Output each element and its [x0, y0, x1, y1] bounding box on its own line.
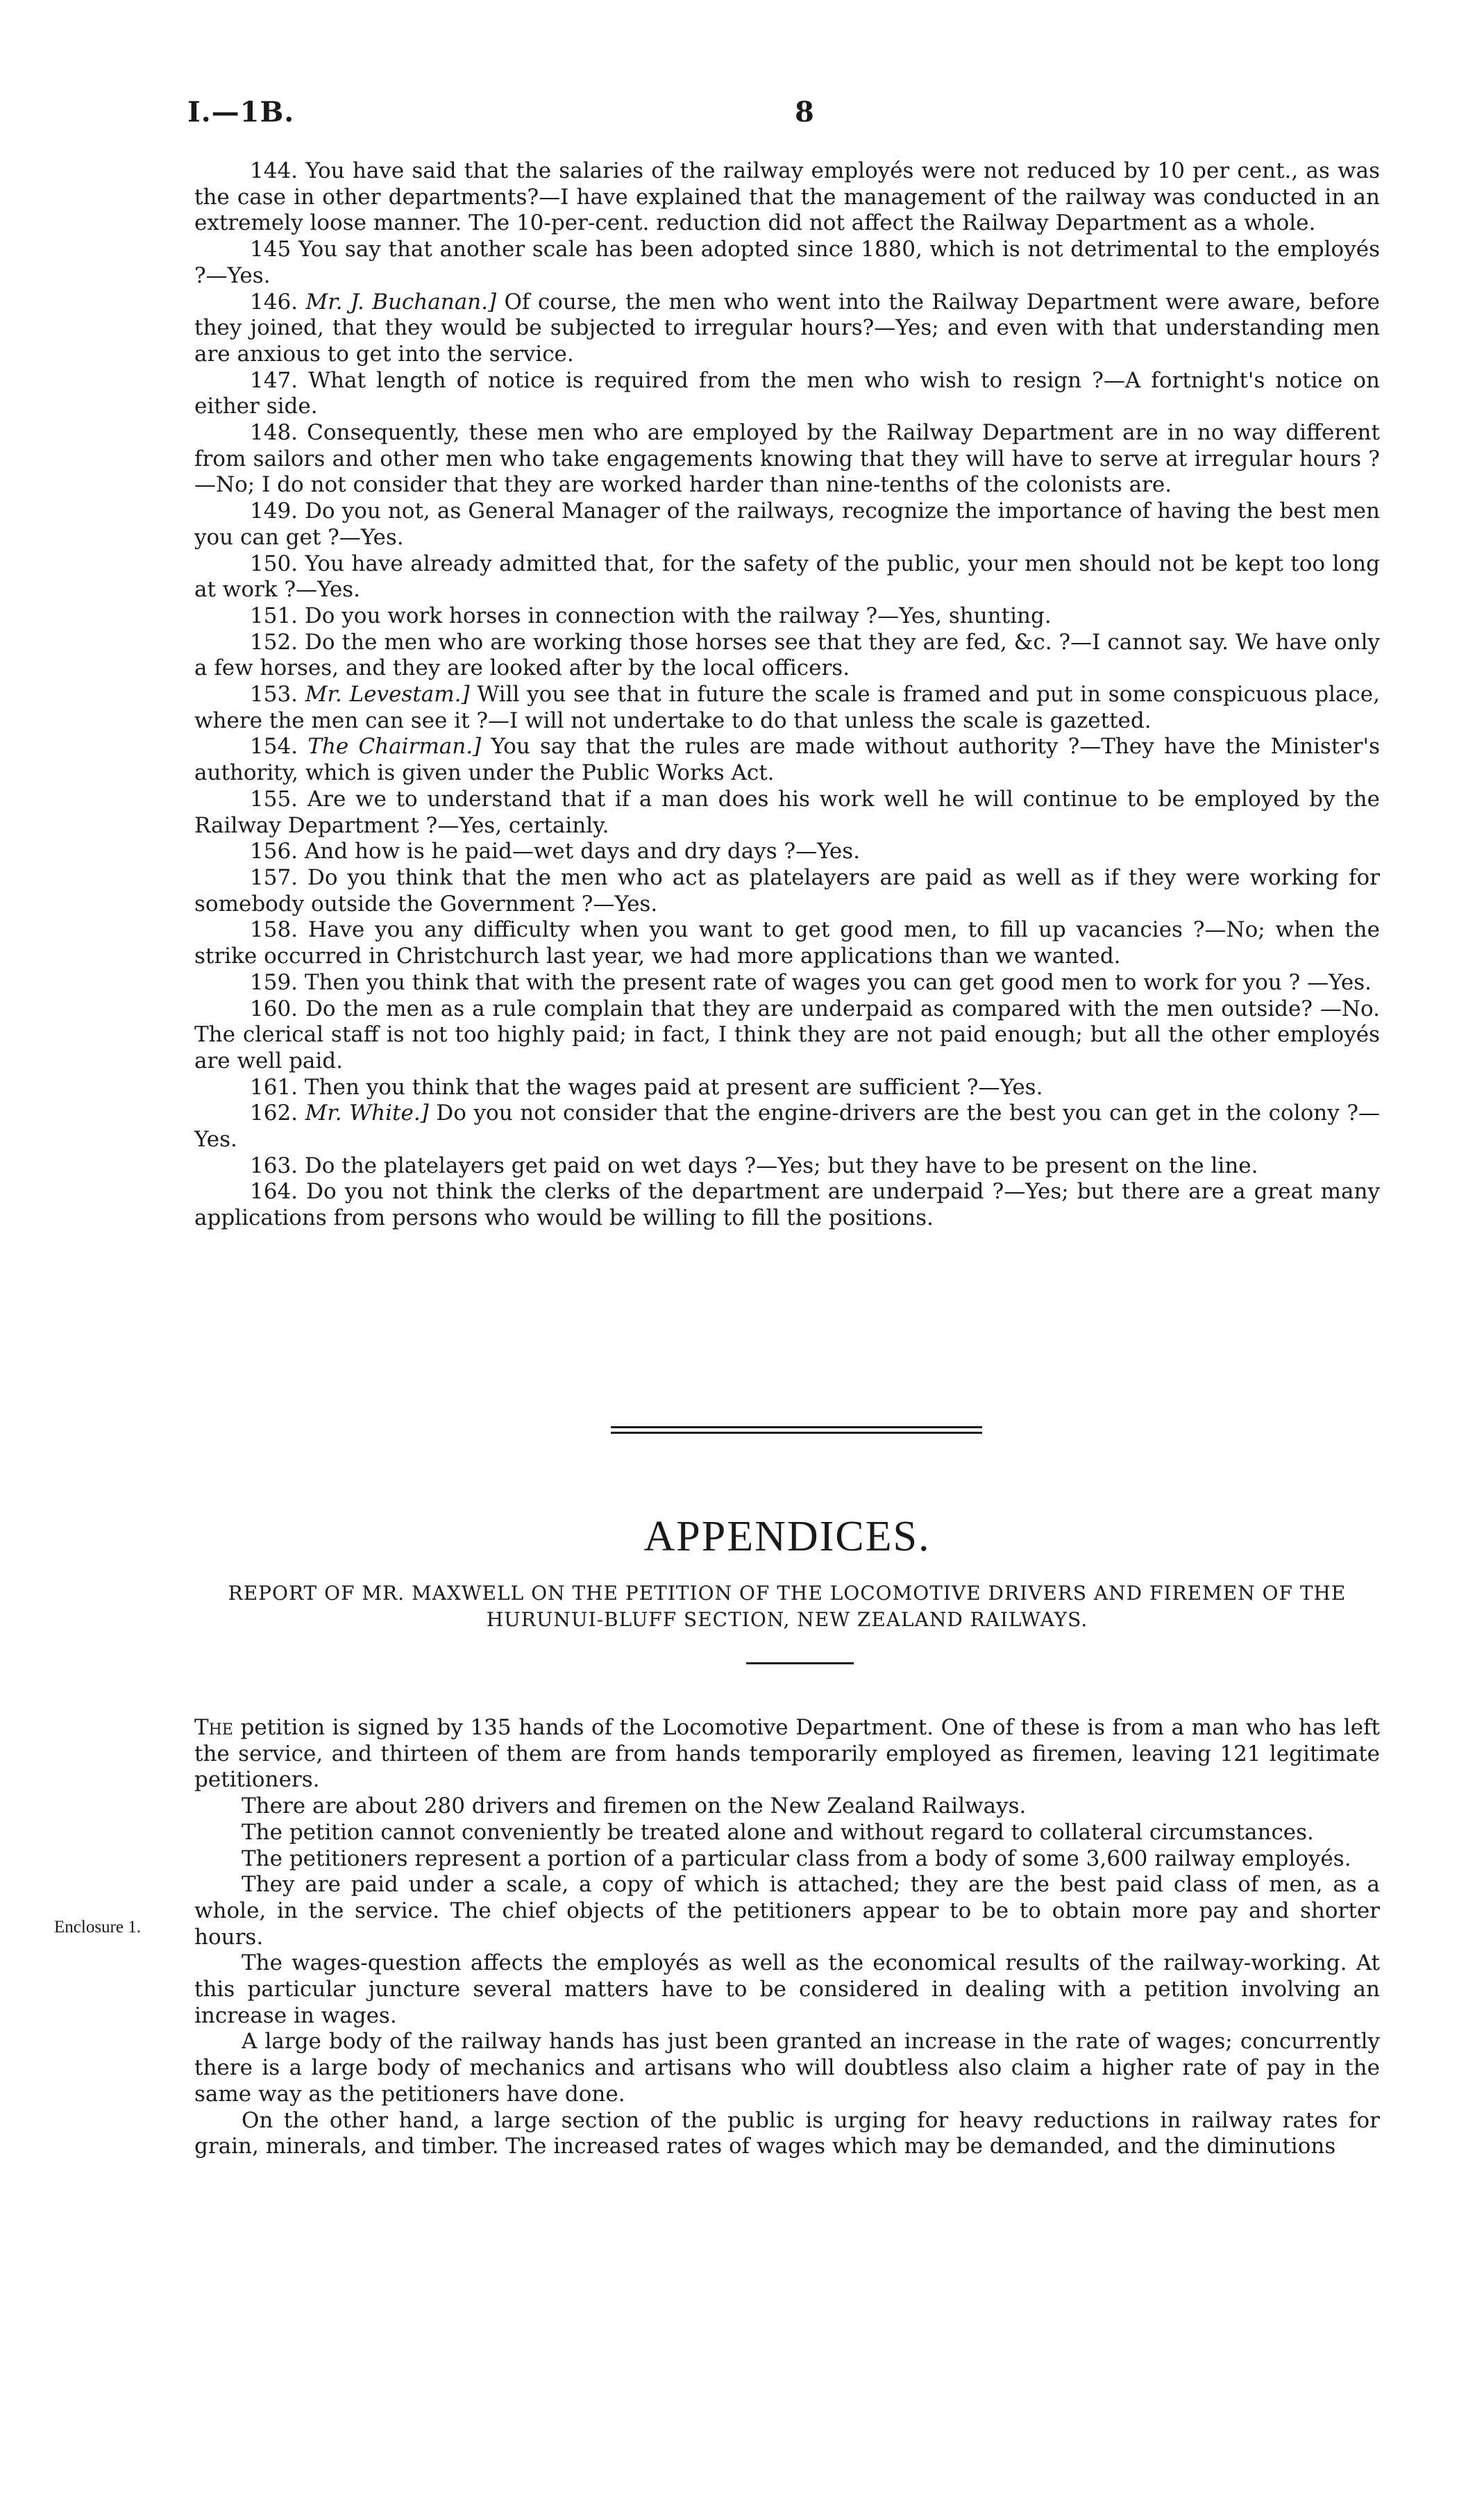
- question-number: 160.: [250, 996, 305, 1021]
- question-text: What length of notice is required from the men who wish to resign ?—A fortnight's notice on either side.: [194, 367, 1380, 419]
- paragraph-text: The petitioners represent a portion of a particular class from a body of some 3,600 railway employés.: [242, 1846, 1351, 1871]
- question-number: 144.: [250, 158, 306, 183]
- question-number: 164.: [250, 1179, 307, 1205]
- speaker-name: The Chairman.]: [307, 734, 482, 760]
- question-text: Do you think that the men who act as platelayers are paid as well as if they were working for somebody outside the Government ?—Yes.: [194, 864, 1380, 917]
- question-number: 145: [250, 237, 298, 262]
- question-text: Of course, the men who went into the Railway Department were aware, before they joined, that they would be subjected to irregular hours?—Yes; and even with that understanding men are anxious to get into the service.: [194, 289, 1380, 367]
- question-number: 148.: [250, 420, 307, 446]
- question-number: 146.: [250, 289, 306, 315]
- question-number: 163.: [250, 1153, 305, 1178]
- question-number: 152.: [250, 629, 305, 655]
- question-text: And how is he paid—wet days and dry days ?—Yes.: [304, 839, 860, 864]
- speaker-name: Mr. White.]: [305, 1101, 429, 1126]
- question-text: Do the men as a rule complain that they are underpaid as compared with the men outside? —No. The clerical staff is not too highly paid; in fact, I think they are not paid enough; but all the other employés are well paid.: [194, 996, 1380, 1073]
- question-text: Do you not think the clerks of the department are underpaid ?—Yes; but there are a great many applications from persons who would be willing to fill the positions.: [194, 1179, 1380, 1231]
- evidence-question: [194, 682, 1380, 734]
- evidence-section: [194, 158, 1380, 1232]
- evidence-question: [194, 420, 1380, 499]
- question-number: 162.: [250, 1101, 305, 1126]
- question-number: 151.: [250, 603, 305, 628]
- evidence-question: [194, 603, 1380, 630]
- paragraph-text: On the other hand, a large section of the public is urging for heavy reductions in railway rates for grain, minerals, and timber. The increased rates of wages which may be demanded, and the diminutions: [194, 2107, 1380, 2159]
- report-paragraph: [194, 1820, 1380, 1846]
- report-paragraph: [194, 2108, 1380, 2160]
- report-paragraph: [194, 1950, 1380, 2029]
- evidence-question: [194, 970, 1380, 996]
- question-text: You have said that the salaries of the railway employés were not reduced by 10 per cent., as was the case in other departments?—I have explained that the management of the railway was conducted in an extremely loose manner. The 10-per-cent. reduction did not affect the Railway Department as a whole.: [194, 158, 1380, 236]
- question-number: 157.: [250, 864, 308, 890]
- opening-word: The: [194, 1715, 233, 1740]
- paragraph-text: There are about 280 drivers and firemen on the New Zealand Railways.: [242, 1793, 1027, 1819]
- question-number: 158.: [250, 917, 308, 943]
- question-number: 161.: [250, 1074, 305, 1100]
- evidence-question: [194, 1153, 1380, 1180]
- report-paragraph: [194, 1872, 1380, 1950]
- question-text: Do you not consider that the engine-drivers are the best you can get in the colony ?—Yes.: [194, 1101, 1380, 1153]
- evidence-question: [194, 1179, 1380, 1231]
- paragraph-text: They are paid under a scale, a copy of which is attached; they are the best paid class of men, as a whole, in the service. The chief objects of the petitioners appear to be to obtain more pay and shorter hours.: [194, 1872, 1380, 1950]
- question-text: You say that another scale has been adopted since 1880, which is not detrimental to the employés ?—Yes.: [194, 237, 1380, 288]
- evidence-question: [194, 499, 1380, 551]
- evidence-question: [194, 1101, 1380, 1153]
- title-underline: [746, 1662, 854, 1664]
- evidence-question: [194, 630, 1380, 682]
- evidence-question: [194, 551, 1380, 603]
- question-text: You say that the rules are made without authority ?—They have the Minister's authority, which is given under the Public Works Act.: [194, 734, 1380, 786]
- evidence-question: [194, 917, 1380, 969]
- question-number: 155.: [250, 786, 307, 812]
- report-paragraph: [194, 1715, 1380, 1793]
- report-body: [194, 1715, 1380, 2160]
- evidence-question: [194, 1075, 1380, 1101]
- question-text: Do the men who are working those horses see that they are fed, &c. ?—I cannot say. We have only a few horses, and they are looked after by the local officers.: [194, 629, 1380, 681]
- evidence-question: [194, 734, 1380, 786]
- question-text: Will you see that in future the scale is framed and put in some conspicuous place, where the men can see it ?—I will not undertake to do that unless the scale is gazetted.: [194, 682, 1380, 733]
- question-text: Then you think that with the present rate of wages you can get good men to work for you ? —Yes.: [304, 969, 1372, 995]
- question-text: Then you think that the wages paid at present are sufficient ?—Yes.: [304, 1074, 1043, 1100]
- evidence-question: [194, 839, 1380, 865]
- paragraph-text: petition is signed by 135 hands of the Locomotive Department. One of these is from a man who has left the service, and thirteen of them are from hands temporarily employed as firemen, leaving 121 legitimate petitioners.: [194, 1715, 1380, 1793]
- question-text: Are we to understand that if a man does his work well he will continue to be employed by the Railway Department ?—Yes, certainly.: [194, 786, 1380, 838]
- evidence-question: [194, 368, 1380, 420]
- question-text: Do you not, as General Manager of the railways, recognize the importance of having the best men you can get ?—Yes.: [194, 499, 1380, 550]
- evidence-question: [194, 865, 1380, 917]
- paragraph-text: A large body of the railway hands has just been granted an increase in the rate of wages; concurrently there is a large body of mechanics and artisans who will doubtless also claim a higher rate of pay in the same way as the petitioners have done.: [194, 2029, 1380, 2107]
- report-paragraph: [194, 2029, 1380, 2107]
- question-number: 153.: [250, 682, 305, 708]
- appendices-title: APPENDICES.: [643, 1513, 931, 1560]
- page-number: 8: [795, 96, 814, 128]
- speaker-name: Mr. Levestam.]: [305, 682, 470, 708]
- paragraph-text: The wages-question affects the employés as well as the economical results of the railway-working. At this particular juncture several matters have to be considered in dealing with a petition involving an increase in wages.: [194, 1950, 1380, 2028]
- evidence-question: [194, 787, 1380, 839]
- speaker-name: Mr. J. Buchanan.]: [305, 289, 497, 315]
- report-title: REPORT OF MR. MAXWELL ON THE PETITION OF THE LOCOMOTIVE DRIVERS AND FIREMEN OF THE HURUNUI-BLUFF SECTION, NEW ZEALAND RAILWAYS.: [228, 1582, 1347, 1631]
- report-paragraph: [194, 1846, 1380, 1873]
- question-number: 156.: [250, 839, 305, 864]
- report-paragraph: [194, 1793, 1380, 1820]
- evidence-question: [194, 237, 1380, 289]
- paragraph-text: The petition cannot conveniently be treated alone and without regard to collateral circumstances.: [242, 1819, 1314, 1845]
- question-number: 149.: [250, 499, 305, 524]
- evidence-question: [194, 290, 1380, 368]
- question-number: 150.: [250, 551, 305, 576]
- section-divider: [611, 1426, 982, 1437]
- document-reference: I.—1B.: [187, 96, 295, 128]
- question-text: Do the platelayers get paid on wet days ?—Yes; but they have to be present on the line.: [304, 1153, 1258, 1178]
- question-text: Have you any difficulty when you want to get good men, to fill up vacancies ?—No; when the strike occurred in Christchurch last year, we had more applications than we wanted.: [194, 917, 1380, 969]
- question-number: 159.: [250, 969, 305, 995]
- page-header: [187, 96, 1388, 137]
- question-text: Do you work horses in connection with the railway ?—Yes, shunting.: [304, 603, 1052, 628]
- question-number: 147.: [250, 367, 309, 393]
- question-text: You have already admitted that, for the safety of the public, your men should not be kept too long at work ?—Yes.: [194, 551, 1380, 603]
- question-number: 154.: [250, 734, 308, 760]
- evidence-question: [194, 158, 1380, 237]
- question-text: Consequently, these men who are employed by the Railway Department are in no way different from sailors and other men who take engagements knowing that they will have to serve at irregular hours ?—No; I do not consider that they are worked harder than nine-tenths of the colonists are.: [194, 420, 1380, 498]
- margin-note-enclosure: Enclosure 1.: [54, 1918, 141, 1937]
- evidence-question: [194, 996, 1380, 1075]
